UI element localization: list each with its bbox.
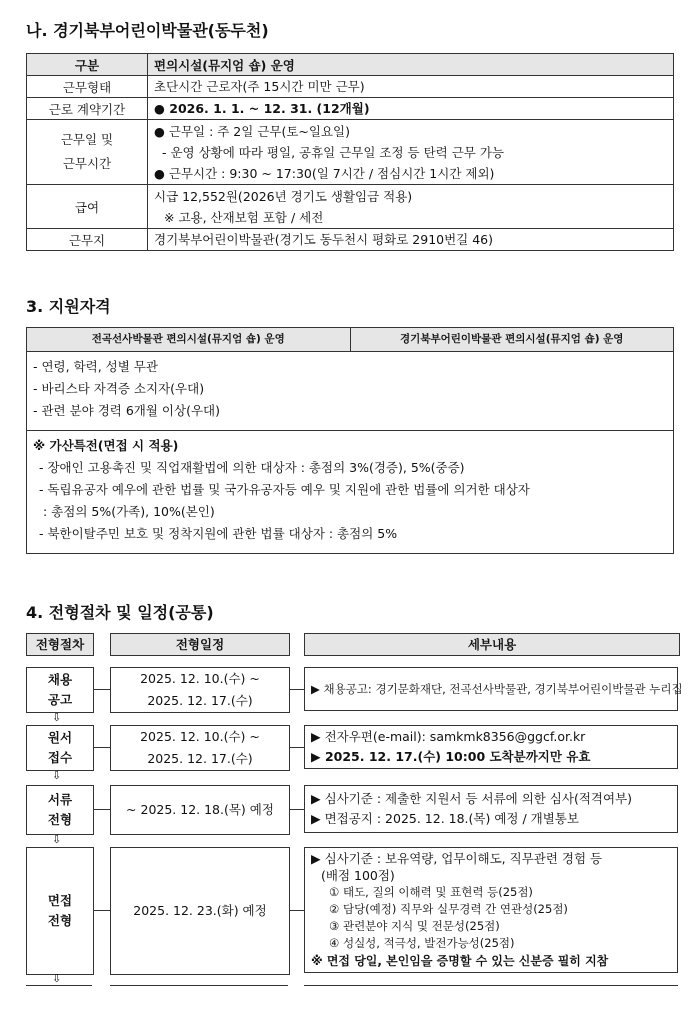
header-jeongok: 전곡선사박물관 편의시설(뮤지엄 숍) 운영 <box>27 328 351 351</box>
row-value: ● 2026. 1. 1. ~ 12. 31. (12개월) <box>154 101 370 116</box>
qualification-item: - 관련 분야 경력 6개월 이상(우대) <box>33 403 220 418</box>
qualification-item: - 바리스타 자격증 소지자(우대) <box>33 381 205 396</box>
down-arrow-icon: ⇩ <box>52 833 62 846</box>
header-gyeonggi-north: 경기북부어린이박물관 편의시설(뮤지엄 숍) 운영 <box>400 333 624 345</box>
stage-announcement: 채용 공고 <box>26 667 94 713</box>
stage-document-review: 서류 전형 <box>26 785 94 835</box>
row-value: ● 근무시간 : 9:30 ~ 17:30(일 7시간 / 점심시간 1시간 제외) <box>154 165 495 181</box>
bonus-item: : 총점의 5%(가족), 10%(본인) <box>43 504 215 519</box>
flow-header-stage: 전형절차 <box>26 633 94 656</box>
row-value: ※ 고용, 산재보험 포함 / 세전 <box>164 209 324 225</box>
header-shop-operation: 편의시설(뮤지엄 숍) 운영 <box>148 54 674 76</box>
details-announcement: ▶ 채용공고: 경기문화재단, 전곡선사박물관, 경기북부어린이박물관 누리집 <box>304 667 678 711</box>
row-value: - 운영 상황에 따라 평일, 공휴일 근무일 조정 등 탄력 근무 가능 <box>162 144 504 160</box>
down-arrow-icon: ⇩ <box>52 711 62 724</box>
section-title-4: 4. 전형절차 및 일정(공통) <box>26 603 214 622</box>
section-title-3: 3. 지원자격 <box>26 297 111 316</box>
qualification-item: - 연령, 학력, 성별 무관 <box>33 359 158 374</box>
row-label: 근무형태 <box>27 76 148 98</box>
schedule-document-review: ~ 2025. 12. 18.(목) 예정 <box>110 785 290 835</box>
schedule-announcement: 2025. 12. 10.(수) ~ 2025. 12. 17.(수) <box>110 667 290 713</box>
bonus-item: - 북한이탈주민 보호 및 정착지원에 관한 법률 대상자 : 총점의 5% <box>39 526 398 541</box>
details-interview: ▶ 심사기준 : 보유역량, 업무이해도, 직무관련 경험 등 (배점 100점) ① 태도, 질의 이해력 및 표현력 등(25점) ② 담당(예정) 직무와 실무경력 간 연관성(25점) ③ 관련분야 지식 및 전문성(25점) ④ 성실성, 적극성, 발전가능성(25점) ※ 면접 당일, 본인임을 증명할 수 있는 신분증 필히 지참 <box>304 847 678 973</box>
row-label: 급여 <box>27 185 148 229</box>
row-label: 근무일 및 근무시간 <box>27 120 148 185</box>
row-label: 근로 계약기간 <box>27 98 148 120</box>
header-category: 구분 <box>27 54 148 76</box>
details-document-review: ▶ 심사기준 : 제출한 지원서 등 서류에 의한 심사(적격여부) ▶ 면접공지 : 2025. 12. 18.(목) 예정 / 개별통보 <box>304 785 678 833</box>
schedule-interview: 2025. 12. 23.(화) 예정 <box>110 847 290 975</box>
section-title-na: 나. 경기북부어린이박물관(동두천) <box>26 21 269 40</box>
stage-interview: 면접 전형 <box>26 847 94 975</box>
row-value: 시급 12,552원(2026년 경기도 생활임금 적용) <box>154 188 413 204</box>
bonus-item: - 독립유공자 예우에 관한 법률 및 국가유공자등 예우 및 지원에 관한 법률에 의거한 대상자 <box>39 482 530 497</box>
qualification-box <box>26 327 674 554</box>
flow-header-schedule: 전형일정 <box>110 633 290 656</box>
bonus-title: ※ 가산특전(면접 시 적용) <box>33 438 179 453</box>
flow-header-details: 세부내용 <box>304 633 680 656</box>
stage-application: 원서 접수 <box>26 725 94 771</box>
details-application: ▶ 전자우편(e-mail): samkmk8356@ggcf.or.kr ▶ 2025. 12. 17.(수) 10:00 도착분까지만 유효 <box>304 725 678 769</box>
row-label: 근무지 <box>27 229 148 251</box>
schedule-application: 2025. 12. 10.(수) ~ 2025. 12. 17.(수) <box>110 725 290 771</box>
down-arrow-icon: ⇩ <box>52 769 62 782</box>
row-value: 경기북부어린이박물관(경기도 동두천시 평화로 2910번길 46) <box>154 232 494 247</box>
down-arrow-icon: ⇩ <box>52 972 62 985</box>
row-value: ● 근무일 : 주 2일 근무(토~일요일) <box>154 123 350 139</box>
bonus-item: - 장애인 고용촉진 및 직업재활법에 의한 대상자 : 총점의 3%(경증), 5%(중증) <box>39 460 465 475</box>
row-value: 초단시간 근로자(주 15시간 미만 근무) <box>154 79 365 94</box>
work-conditions-table <box>26 53 674 251</box>
